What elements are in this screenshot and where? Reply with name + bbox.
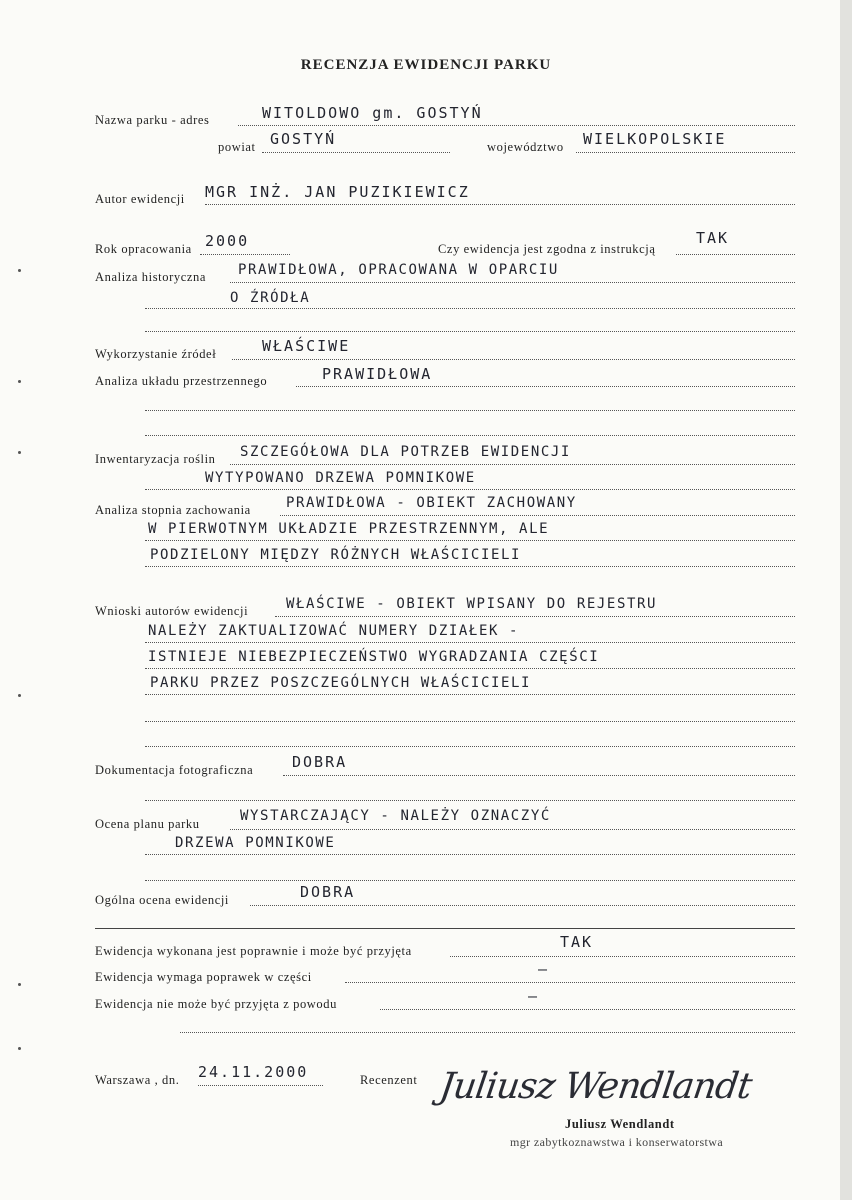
entry-needs-fixes: — [538, 960, 550, 978]
entry-spatial: PRAWIDŁOWA [322, 365, 433, 383]
dotted-line [145, 880, 795, 881]
entry-author: MGR INŻ. JAN PUZIKIEWICZ [205, 183, 470, 201]
dotted-line [296, 386, 795, 387]
entry-powiat: GOSTYŃ [270, 130, 337, 148]
dotted-line [576, 152, 795, 153]
entry-rejected: — [528, 987, 540, 1005]
dotted-line [145, 489, 795, 490]
dotted-line [380, 1009, 795, 1010]
label-photo: Dokumentacja fotograficzna [95, 763, 254, 777]
dotted-line [283, 775, 795, 776]
entry-historical-line-2: O ŹRÓDŁA [230, 290, 311, 306]
entry-accepted: TAK [560, 933, 594, 951]
label-author: Autor ewidencji [95, 192, 185, 206]
label-name-address: Nazwa parku - adres [95, 113, 210, 127]
entry-overall: DOBRA [300, 883, 356, 901]
entry-conclusions-line-2: NALEŻY ZAKTUALIZOWAĆ NUMERY DZIAŁEK - [148, 623, 520, 639]
entry-sources: WŁAŚCIWE [262, 337, 351, 355]
label-accepted: Ewidencja wykonana jest poprawnie i może być przyjęta [95, 944, 412, 958]
label-rejected: Ewidencja nie może być przyjęta z powodu [95, 997, 337, 1011]
page-edge [840, 0, 852, 1200]
scan-speck [18, 380, 21, 383]
entry-plan-line-2: DRZEWA POMNIKOWE [175, 835, 336, 851]
label-overall: Ogólna ocena ewidencji [95, 893, 229, 907]
dotted-line [145, 331, 795, 332]
entry-historical-line-1: PRAWIDŁOWA, OPRACOWANA W OPARCIU [238, 262, 559, 278]
dotted-line [250, 905, 795, 906]
label-historical: Analiza historyczna [95, 270, 207, 284]
label-wojewodztwo: województwo [487, 140, 564, 154]
dotted-line [145, 642, 795, 643]
label-conclusions: Wnioski autorów ewidencji [95, 604, 249, 618]
dotted-line [230, 282, 795, 283]
dotted-line [238, 125, 795, 126]
dotted-line [145, 746, 795, 747]
section-divider [95, 928, 795, 929]
dotted-line [180, 1032, 795, 1033]
label-reviewer: Recenzent [360, 1073, 418, 1087]
label-plan: Ocena planu parku [95, 817, 200, 831]
dotted-line [145, 854, 795, 855]
label-plants: Inwentaryzacja roślin [95, 452, 216, 466]
entry-year: 2000 [205, 232, 250, 250]
dotted-line [676, 254, 795, 255]
label-preservation: Analiza stopnia zachowania [95, 503, 251, 517]
dotted-line [145, 540, 795, 541]
dotted-line [145, 694, 795, 695]
dotted-line [230, 829, 795, 830]
scan-speck [18, 451, 21, 454]
dotted-line [198, 1085, 323, 1086]
entry-compliance: TAK [696, 229, 730, 247]
dotted-line [262, 152, 450, 153]
label-spatial: Analiza układu przestrzennego [95, 374, 268, 388]
dotted-line [345, 982, 795, 983]
reviewer-name: Juliusz Wendlandt [565, 1117, 675, 1131]
label-compliance: Czy ewidencja jest zgodna z instrukcją [438, 242, 656, 256]
dotted-line [145, 566, 795, 567]
dotted-line [280, 515, 795, 516]
scan-speck [18, 269, 21, 272]
reviewer-signature: Juliusz Wendlandt [437, 1066, 754, 1107]
label-place-date: Warszawa , dn. [95, 1073, 180, 1087]
dotted-line [200, 254, 290, 255]
form-title: RECENZJA EWIDENCJI PARKU [300, 57, 552, 73]
entry-photo: DOBRA [292, 753, 348, 771]
entry-plan-line-1: WYSTARCZAJĄCY - NALEŻY OZNACZYĆ [240, 808, 551, 824]
entry-preservation-line-3: PODZIELONY MIĘDZY RÓŻNYCH WŁAŚCICIELI [150, 547, 522, 563]
reviewer-degree: mgr zabytkoznawstwa i konserwatorstwa [510, 1135, 724, 1149]
dotted-line [232, 359, 795, 360]
entry-preservation-line-1: PRAWIDŁOWA - OBIEKT ZACHOWANY [286, 495, 577, 511]
dotted-line [145, 435, 795, 436]
dotted-line [145, 410, 795, 411]
entry-date: 24.11.2000 [198, 1063, 309, 1081]
entry-name-address: WITOLDOWO gm. GOSTYŃ [262, 104, 483, 122]
label-year: Rok opracowania [95, 242, 192, 256]
dotted-line [145, 308, 795, 309]
label-needs-fixes: Ewidencja wymaga poprawek w części [95, 970, 312, 984]
entry-plants-line-1: SZCZEGÓŁOWA DLA POTRZEB EWIDENCJI [240, 444, 571, 460]
entry-preservation-line-2: W PIERWOTNYM UKŁADZIE PRZESTRZENNYM, ALE [148, 521, 550, 537]
dotted-line [145, 800, 795, 801]
scan-speck [18, 1047, 21, 1050]
entry-conclusions-line-1: WŁAŚCIWE - OBIEKT WPISANY DO REJESTRU [286, 596, 658, 612]
entry-plants-line-2: WYTYPOWANO DRZEWA POMNIKOWE [205, 470, 476, 486]
entry-conclusions-line-4: PARKU PRZEZ POSZCZEGÓLNYCH WŁAŚCICIELI [150, 675, 532, 691]
label-powiat: powiat [218, 140, 256, 154]
entry-wojewodztwo: WIELKOPOLSKIE [583, 130, 727, 148]
dotted-line [145, 721, 795, 722]
dotted-line [145, 668, 795, 669]
dotted-line [450, 956, 795, 957]
dotted-line [230, 464, 795, 465]
label-sources: Wykorzystanie źródeł [95, 347, 217, 361]
entry-conclusions-line-3: ISTNIEJE NIEBEZPIECZEŃSTWO WYGRADZANIA CZĘŚCI [148, 649, 600, 665]
scan-speck [18, 694, 21, 697]
scan-speck [18, 983, 21, 986]
dotted-line [205, 204, 795, 205]
dotted-line [275, 616, 795, 617]
